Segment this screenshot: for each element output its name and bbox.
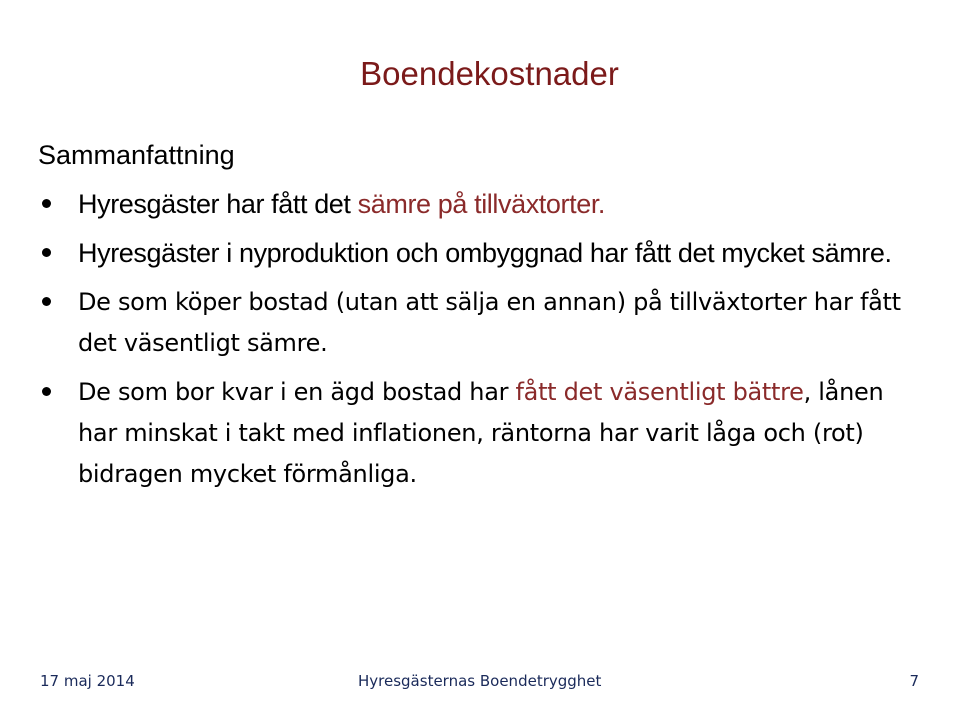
bullet-text: Hyresgäster har fått det — [78, 189, 358, 219]
bullet-text: Hyresgäster i nyproduktion och ombyggnad har fått det mycket sämre. — [78, 238, 892, 268]
summary-heading: Sammanfattning — [38, 140, 235, 170]
bullet-dot-icon — [42, 387, 51, 396]
bullet-accent-text: sämre på tillväxtorter. — [357, 189, 606, 219]
footer — [0, 672, 959, 700]
bullet-list — [38, 184, 928, 503]
bullet-item — [38, 233, 928, 274]
footer-date: 17 maj 2014 — [40, 672, 135, 690]
bullet-dot-icon — [42, 199, 51, 208]
bullet-item — [38, 282, 928, 364]
bullet-accent-text: fått det väsentligt bättre — [515, 378, 804, 406]
bullet-dot-icon — [42, 248, 51, 257]
bullet-dot-icon — [42, 297, 51, 306]
slide-title: Boendekostnader — [360, 55, 619, 92]
bullet-text: De som bor kvar i en ägd bostad har — [78, 378, 516, 406]
bullet-text-continued: , lånen har minskat i takt med inflationen, räntorna har varit låga och (rot) bidragen mycket förmånliga. — [78, 378, 884, 488]
page-number: 7 — [909, 672, 919, 690]
bullet-text: De som köper bostad (utan att sälja en annan) på tillväxtorter har fått det väsentligt sämre. — [78, 288, 901, 357]
bullet-item — [38, 184, 928, 225]
footer-center-text: Hyresgästernas Boendetrygghet — [358, 672, 602, 690]
bullet-item — [38, 372, 928, 495]
